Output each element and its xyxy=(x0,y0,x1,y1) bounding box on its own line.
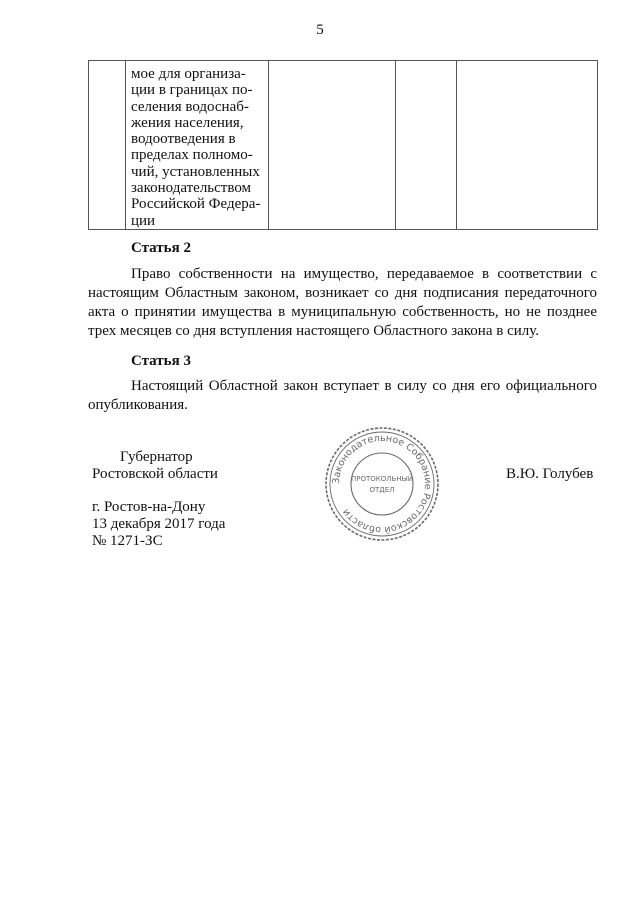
signatory-name: В.Ю. Голубев xyxy=(506,466,594,482)
cell-line: пределах полномо- xyxy=(131,147,253,164)
article-3-heading: Статья 3 xyxy=(131,353,191,369)
governor-title-line2: Ростовской области xyxy=(92,466,218,482)
table-cell-description xyxy=(126,61,269,230)
stamp-center-line1: ПРОТОКОЛЬНЫЙ xyxy=(350,475,414,483)
continuation-table xyxy=(88,60,598,230)
law-number: № 1271-ЗС xyxy=(92,533,163,549)
table-cell-number xyxy=(89,61,126,230)
article-3-paragraph xyxy=(88,377,597,415)
stamp-center-line2: ОТДЕЛ xyxy=(369,486,395,494)
paragraph-line: акта о принятии имущества в муниципальную собственность, но не позднее xyxy=(88,304,597,320)
paragraph-line: трех месяцев со дня вступления настоящего Областного закона в силу. xyxy=(88,323,539,339)
table-cell-empty xyxy=(396,61,457,230)
table-cell-empty xyxy=(457,61,598,230)
paragraph-line: настоящим Областным законом, возникает со дня подписания передаточного xyxy=(88,285,597,301)
article-2-heading: Статья 2 xyxy=(131,240,191,256)
cell-line: законодательством xyxy=(131,180,252,197)
cell-line: Российской Федера- xyxy=(131,196,261,213)
signing-city: г. Ростов-на-Дону xyxy=(92,499,206,515)
cell-line: чий, установленных xyxy=(131,163,260,180)
cell-line: водоотведения в xyxy=(131,131,236,148)
signing-date: 13 декабря 2017 года xyxy=(92,516,226,532)
stamp-ring-text: Законодательное Собрание Ростовской области xyxy=(330,432,434,536)
paragraph-line: опубликования. xyxy=(88,397,188,413)
governor-title-line1: Губернатор xyxy=(120,449,193,465)
cell-line: ции xyxy=(131,212,156,229)
paragraph-line: Право собственности на имущество, передаваемое в соответствии с xyxy=(131,266,597,282)
cell-line: ции в границах по- xyxy=(131,82,253,99)
table-cell-empty xyxy=(269,61,396,230)
page-number: 5 xyxy=(316,22,324,38)
paragraph-line: Настоящий Областной закон вступает в силу со дня его официального xyxy=(131,378,597,394)
cell-line: мое для организа- xyxy=(131,66,246,82)
article-2-paragraph xyxy=(88,265,597,341)
cell-line: селения водоснаб- xyxy=(131,98,249,115)
stamp-seal xyxy=(323,425,441,543)
cell-line: жения населения, xyxy=(131,114,244,131)
table-row xyxy=(89,61,598,230)
